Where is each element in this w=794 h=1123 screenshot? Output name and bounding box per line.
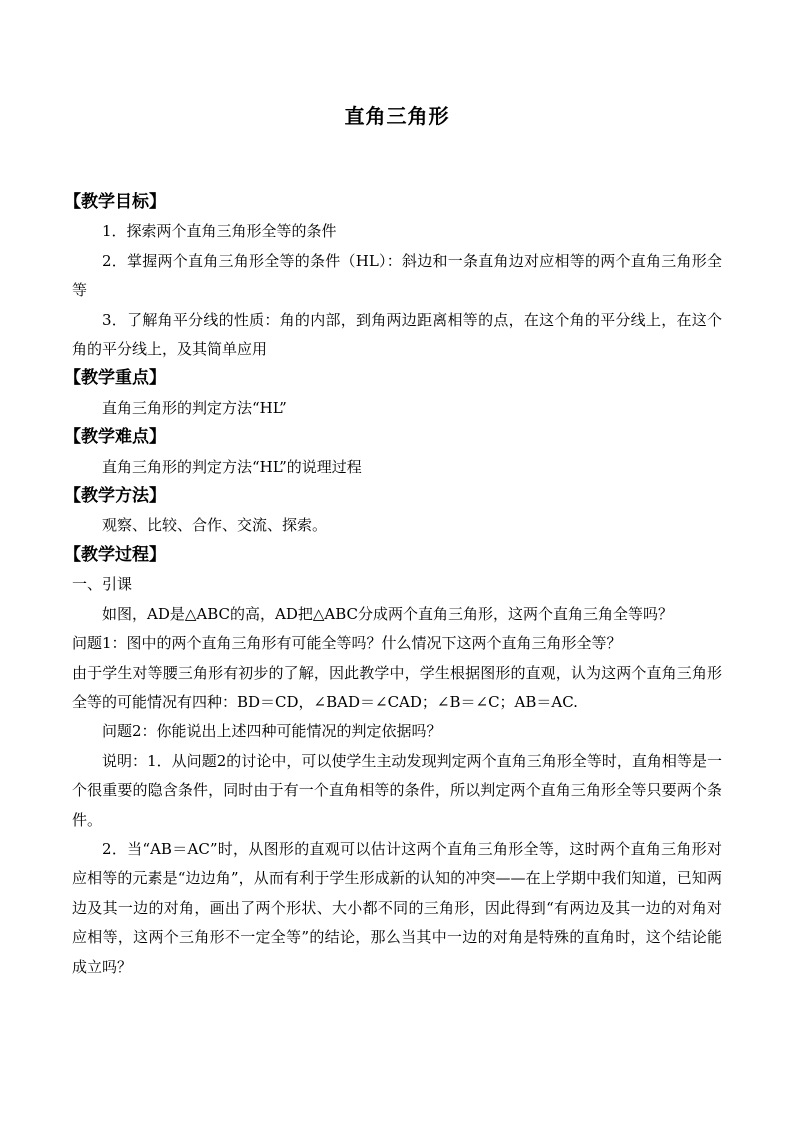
paragraph-5: 说明：1．从问题2的讨论中，可以使学生主动发现判定两个直角三角形全等时，直角相等是一个很重要的隐含条件，同时由于有一个直角相等的条件，所以判定两个直角三角形全等只要两个条件。	[72, 751, 722, 829]
paragraph-4: 问题2：你能说出上述四种可能情况的判定依据吗？	[102, 722, 442, 741]
goal-item-1: 1．探索两个直角三角形全等的条件	[102, 222, 337, 241]
paragraph-1: 如图，AD是△ABC的高，AD把△ABC分成两个直角三角形，这两个直角三角全等吗？	[102, 604, 674, 623]
document-body	[64, 188, 722, 982]
section-heading-difficult: 【教学难点】	[64, 427, 166, 448]
paragraph-2: 问题1：图中的两个直角三角形有可能全等吗？什么情况下这两个直角三角形全等？	[72, 634, 622, 653]
section-heading-process: 【教学过程】	[64, 544, 166, 565]
section-heading-goals: 【教学目标】	[64, 192, 166, 212]
paragraph-6: 2．当“AB＝AC”时，从图形的直观可以估计这两个直角三角形全等，这时两个直角三角形对应相等的元素是“边边角”，从而有利于学生形成新的认知的冲突——在上学期中我们知道，已知两边及其一边的对角，画出了两个形状、大小都不同的三角形，因此得到“有两边及其一边的对角对应相等，这两个三角形不一定全等”的结论，那么当其中一边的对角是特殊的直角时，这个结论能成立吗？	[72, 839, 722, 976]
key-point-text: 直角三角形的判定方法“HL”	[102, 398, 287, 417]
section-heading-method: 【教学方法】	[64, 486, 166, 507]
section-heading-key: 【教学重点】	[64, 368, 166, 389]
difficult-point-text: 直角三角形的判定方法“HL”的说理过程	[102, 457, 362, 476]
intro-label: 一、引课	[72, 575, 133, 594]
paragraph-3: 由于学生对等腰三角形有初步的了解，因此教学中，学生根据图形的直观，认为这两个直角三角形全等的可能情况有四种：BD＝CD，∠BAD＝∠CAD；∠B＝∠C；AB＝AC.	[72, 663, 722, 711]
goal-item-2: 2．掌握两个直角三角形全等的条件（HL）：斜边和一条直角边对应相等的两个直角三角形全等	[72, 251, 722, 300]
method-text: 观察、比较、合作、交流、探索。	[102, 516, 328, 535]
goal-item-3: 3．了解角平分线的性质：角的内部，到角两边距离相等的点，在这个角的平分线上，在这个角的平分线上，及其简单应用	[72, 310, 722, 359]
page-title: 直角三角形	[344, 104, 450, 128]
